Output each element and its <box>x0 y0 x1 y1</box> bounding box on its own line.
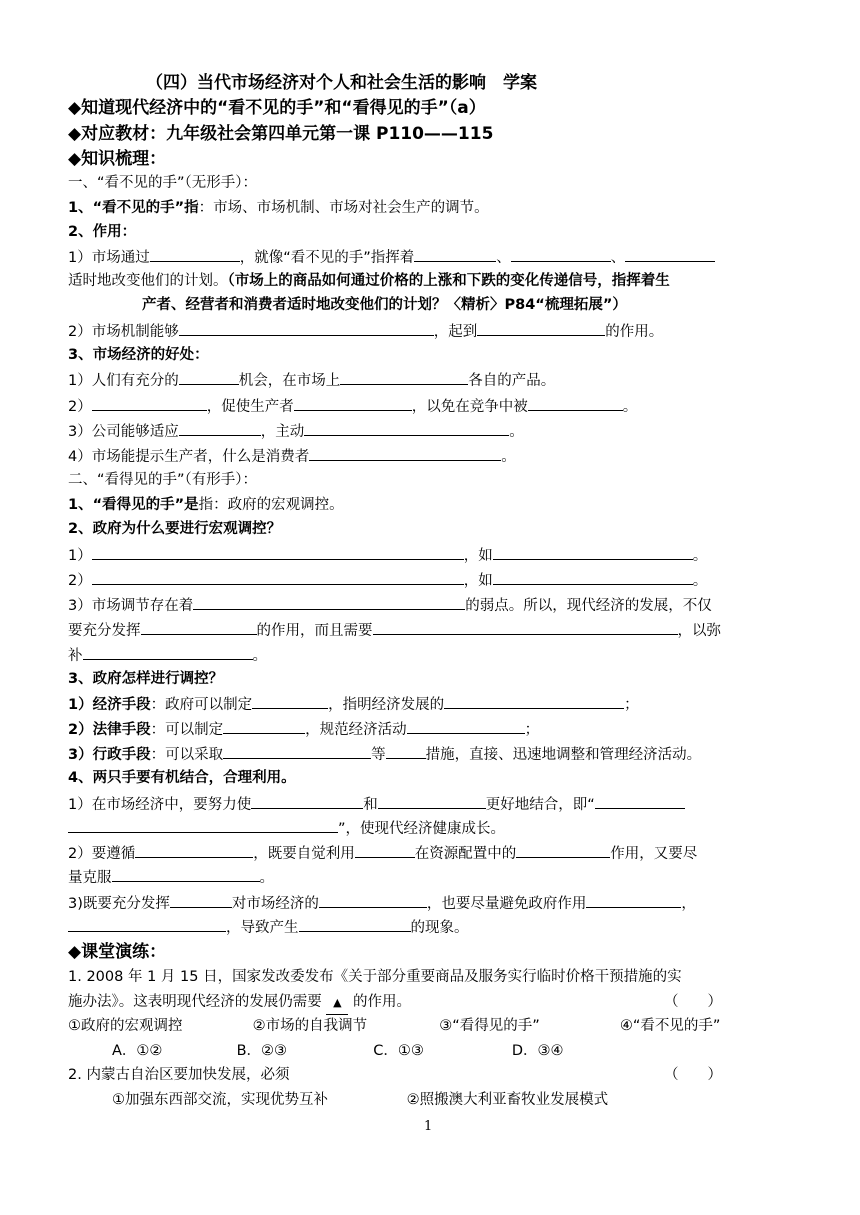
text: 2） <box>68 399 92 415</box>
text: ，如 <box>463 573 493 589</box>
role-line-1 <box>68 246 798 269</box>
text: 的弱点。所以，现代经济的发展，不仅 <box>465 598 712 614</box>
text: ，就像“看不见的手”指挥着 <box>239 250 415 266</box>
text: 。 <box>692 573 708 589</box>
text: 3)既要充分发挥 <box>68 896 170 912</box>
text: ，促使生产者 <box>206 399 294 415</box>
combine-line-1 <box>68 793 798 816</box>
page-number: 1 <box>424 1119 433 1134</box>
text: 3）市场调节存在着 <box>68 598 194 614</box>
text: ； <box>524 722 540 738</box>
question-1-options <box>112 1040 842 1062</box>
blank[interactable] <box>319 892 427 908</box>
option-b[interactable]: B．②③ <box>236 1043 288 1059</box>
blank[interactable] <box>304 420 509 436</box>
text: 。 <box>509 424 524 440</box>
how-line-3 <box>68 743 798 766</box>
blank[interactable] <box>493 569 693 585</box>
text: 适时地改变他们的计划。 <box>68 273 228 289</box>
text: 作用，又要尽 <box>610 846 698 862</box>
textbook-reference: ◆对应教材：九年级社会第四单元第一课 P110——115 <box>68 124 494 144</box>
q1-item: ①政府的宏观调控 <box>68 1018 183 1034</box>
part2-why-heading: 2、政府为什么要进行宏观调控？ <box>68 521 282 537</box>
blank[interactable] <box>179 320 434 336</box>
blank[interactable] <box>179 420 261 436</box>
text: 的作用，而且需要 <box>256 623 373 639</box>
text: ， <box>681 896 696 912</box>
part2-heading: 二、“看得见的手”（有形手）： <box>68 472 258 488</box>
text: 机会，在市场上 <box>238 373 341 389</box>
blank[interactable] <box>252 693 328 709</box>
text: 。 <box>622 399 638 415</box>
why-line-3-end <box>68 644 798 667</box>
text: ，以免在竞争中被 <box>411 399 528 415</box>
bold-term: 1）经济手段 <box>68 697 151 713</box>
blank[interactable] <box>92 395 207 411</box>
text: ”，使现代经济健康成长。 <box>338 821 506 837</box>
blank[interactable] <box>92 569 464 585</box>
question-1-line-1: 1. 2008 年 1 月 15 日，国家发改委发布《关于部分重要商品及服务实行临时价格干预措施的实 <box>68 969 682 985</box>
part2-combine-heading: 4、两只手要有机结合，合理利用。 <box>68 770 296 786</box>
text: 4）市场能提示生产者，什么是消费者 <box>68 449 310 465</box>
why-line-3 <box>68 594 798 617</box>
text: ； <box>624 697 639 713</box>
blank[interactable] <box>112 866 260 882</box>
text: ，规范经济活动 <box>305 722 407 738</box>
text: 和 <box>363 797 378 813</box>
text: 更好地结合，即“ <box>485 797 595 813</box>
blank[interactable] <box>251 793 363 809</box>
text: ：可以采取 <box>150 747 224 763</box>
why-line-2 <box>68 569 798 592</box>
blank[interactable] <box>586 892 681 908</box>
text: ，如 <box>463 548 493 564</box>
blank[interactable] <box>179 369 239 385</box>
role-note-line-2: 产者、经营者和消费者适时地改变他们的计划？〈精析〉P84“梳理拓展”） <box>142 297 627 313</box>
blank[interactable] <box>141 619 257 635</box>
benefit-line-2 <box>68 395 798 418</box>
text: 在资源配置中的 <box>414 846 517 862</box>
text: 施办法》。这表明现代经济的发展仍需要 <box>68 994 322 1010</box>
combine-line-3 <box>68 892 798 915</box>
text: 1）在市场经济中，要努力使 <box>68 797 252 813</box>
text: 、 <box>610 250 626 266</box>
text: 要充分发挥 <box>68 623 141 639</box>
text: 2）要遵循 <box>68 846 136 862</box>
triangle-blank-icon: ▲ <box>326 992 348 1015</box>
text: 措施，直接、迅速地调整和管理经济活动。 <box>425 747 702 763</box>
text: 2） <box>68 573 92 589</box>
bold-term: 3）行政手段 <box>68 747 151 763</box>
blank[interactable] <box>299 916 411 932</box>
blank[interactable] <box>135 842 253 858</box>
text: 3）公司能够适应 <box>68 424 179 440</box>
question-1-items <box>68 1015 798 1037</box>
text: 各自的产品。 <box>468 373 556 389</box>
part1-definition-text: ：市场、市场机制、市场对社会生产的调节。 <box>198 200 489 216</box>
option-a[interactable]: A．①② <box>112 1043 163 1059</box>
text: 。 <box>501 449 516 465</box>
text: 1）市场通过 <box>68 250 150 266</box>
part1-role-heading: 2、作用： <box>68 224 137 240</box>
q1-item: ②市场的自我调节 <box>252 1018 368 1034</box>
how-line-2 <box>68 718 798 741</box>
text: ：政府可以制定 <box>150 697 253 713</box>
answer-parentheses[interactable]: （ ） <box>664 994 722 1010</box>
part2-definition <box>68 494 798 516</box>
text: ，主动 <box>260 424 305 440</box>
part2-definition-text: 指：政府的宏观调控。 <box>198 497 344 513</box>
benefit-line-4 <box>68 445 798 468</box>
text: 对市场经济的 <box>231 896 319 912</box>
blank[interactable] <box>477 320 605 336</box>
text: 2）市场机制能够 <box>68 324 179 340</box>
text: ，起到 <box>433 324 478 340</box>
why-line-3-cont <box>68 619 798 642</box>
blank[interactable] <box>516 842 610 858</box>
q1-item: ④“看不见的手” <box>619 1018 721 1034</box>
question-2-items <box>112 1089 842 1111</box>
combine-line-2 <box>68 842 798 865</box>
blank[interactable] <box>223 718 305 734</box>
blank[interactable] <box>193 594 465 610</box>
option-c[interactable]: C．①③ <box>373 1043 424 1059</box>
blank[interactable] <box>309 445 501 461</box>
blank[interactable] <box>340 369 468 385</box>
part1-definition <box>68 197 798 219</box>
blank[interactable] <box>83 644 253 660</box>
how-line-1 <box>68 693 798 716</box>
text: ：可以制定 <box>150 722 224 738</box>
blank[interactable] <box>373 619 678 635</box>
bold-term: 2）法律手段 <box>68 722 151 738</box>
role-line-1-cont <box>68 270 798 292</box>
text: 。 <box>259 870 274 886</box>
text: 的现象。 <box>410 920 469 936</box>
answer-parentheses[interactable]: （ ） <box>664 1067 722 1083</box>
q2-item: ②照搬澳大利亚畜牧业发展模式 <box>406 1092 609 1108</box>
blank[interactable] <box>294 395 412 411</box>
text: ，导致产生 <box>226 920 299 936</box>
blank[interactable] <box>378 793 486 809</box>
combine-line-2-cont <box>68 866 798 889</box>
part1-heading: 一、“看不见的手”（无形手）： <box>68 175 258 191</box>
role-line-2 <box>68 320 798 343</box>
part1-definition-term: 1、“看不见的手”指 <box>68 200 199 216</box>
blank[interactable] <box>150 246 240 262</box>
blank[interactable] <box>223 743 371 759</box>
text: ，指明经济发展的 <box>328 697 445 713</box>
blank[interactable] <box>386 743 426 759</box>
option-d[interactable]: D．③④ <box>511 1043 564 1059</box>
blank[interactable] <box>625 246 715 262</box>
blank[interactable] <box>595 793 685 809</box>
blank[interactable] <box>170 892 232 908</box>
note-text: （市场上的商品如何通过价格的上涨和下跌的变化传递信号，指挥着生 <box>227 273 670 289</box>
text: ，既要自觉利用 <box>253 846 355 862</box>
combine-line-1-cont <box>68 817 798 840</box>
why-line-1 <box>68 544 798 567</box>
text: 的作用。 <box>605 324 664 340</box>
benefit-line-3 <box>68 420 798 443</box>
section-practice: ◆课堂演练： <box>68 942 167 962</box>
text: 。 <box>692 548 708 564</box>
blank[interactable] <box>355 842 415 858</box>
section-knowledge-review: ◆知识梳理： <box>68 149 167 169</box>
blank[interactable] <box>444 693 624 709</box>
text: 1） <box>68 548 92 564</box>
q2-item: ①加强东西部交流，实现优势互补 <box>112 1092 328 1108</box>
blank[interactable] <box>92 544 464 560</box>
text: 。 <box>252 648 267 664</box>
part2-how-heading: 3、政府怎样进行调控？ <box>68 671 224 687</box>
text: 2. 内蒙古自治区要加快发展，必须 <box>68 1067 290 1083</box>
text: 、 <box>496 250 511 266</box>
blank[interactable] <box>528 395 623 411</box>
blank[interactable] <box>414 246 496 262</box>
text: ，以弥 <box>677 623 721 639</box>
part2-definition-term: 1、“看得见的手”是 <box>68 497 199 513</box>
blank[interactable] <box>493 544 693 560</box>
text: 1）人们有充分的 <box>68 373 179 389</box>
learning-goal: ◆知道现代经济中的“看不见的手”和“看得见的手”（a） <box>68 98 486 118</box>
part1-benefit-heading: 3、市场经济的好处： <box>68 347 209 363</box>
blank[interactable] <box>511 246 611 262</box>
benefit-line-1 <box>68 369 798 392</box>
q1-item: ③“看得见的手” <box>439 1018 540 1034</box>
text: ，也要尽量避免政府作用 <box>426 896 587 912</box>
blank[interactable] <box>68 916 226 932</box>
question-2-line-1 <box>68 1064 798 1086</box>
text: 等 <box>371 747 386 763</box>
question-1-line-2 <box>68 991 798 1015</box>
text: 补 <box>68 648 83 664</box>
blank[interactable] <box>68 817 338 833</box>
text: 量克服 <box>68 870 112 886</box>
blank[interactable] <box>407 718 525 734</box>
text: 的作用。 <box>352 994 411 1010</box>
combine-line-3-cont <box>68 916 798 939</box>
page-title: （四）当代市场经济对个人和社会生活的影响 学案 <box>146 73 537 93</box>
